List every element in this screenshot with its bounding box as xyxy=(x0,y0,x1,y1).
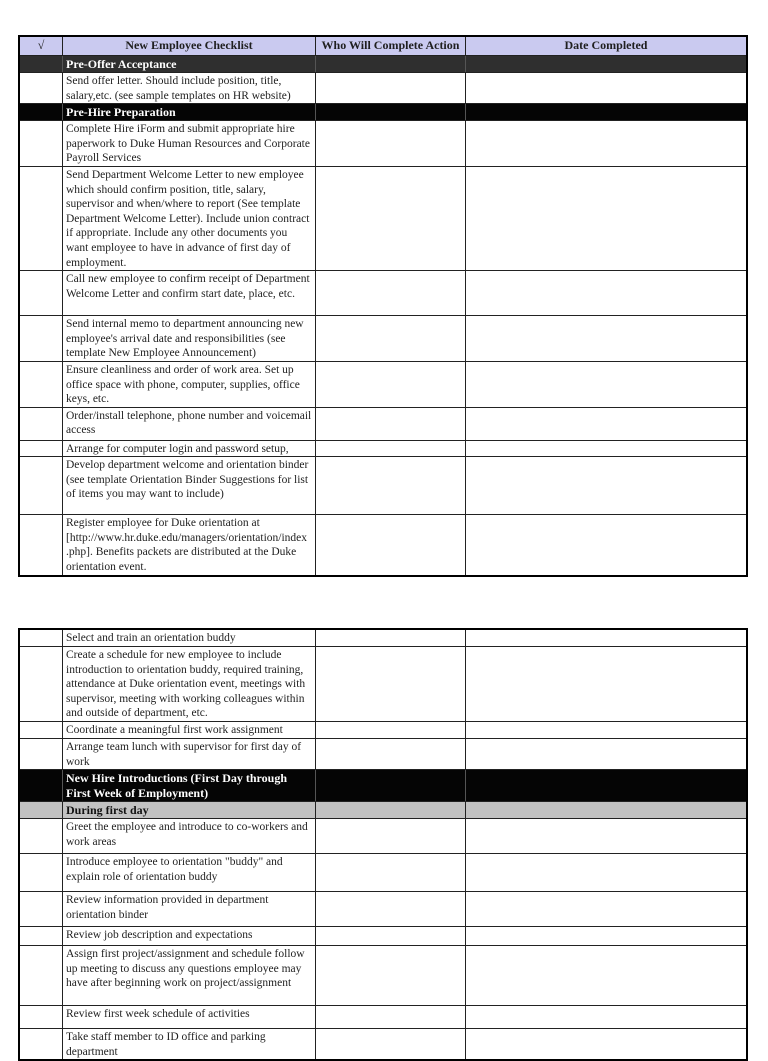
who-will-complete-cell xyxy=(315,316,465,361)
checkbox-cell xyxy=(20,362,62,407)
checkbox-cell xyxy=(20,630,62,646)
date-completed-cell xyxy=(465,630,746,646)
task-text: Call new employee to confirm receipt of Department Welcome Letter and confirm start date, place, etc. xyxy=(62,271,315,315)
task-row xyxy=(20,514,746,574)
task-text: Assign first project/assignment and schedule follow up meeting to discuss any questions employee may have after beginning work on project/assignment xyxy=(62,946,315,1005)
checkbox-cell xyxy=(20,457,62,514)
section-header-row xyxy=(20,769,746,801)
task-row xyxy=(20,738,746,769)
table-header-row xyxy=(20,37,746,55)
section-check-cell xyxy=(20,802,62,818)
task-row xyxy=(20,120,746,166)
task-text: Ensure cleanliness and order of work area. Set up office space with phone, computer, supplies, office keys, etc. xyxy=(62,362,315,407)
date-completed-cell xyxy=(465,167,746,270)
task-row xyxy=(20,853,746,891)
task-text: Greet the employee and introduce to co-workers and work areas xyxy=(62,819,315,853)
date-completed-cell xyxy=(465,1029,746,1059)
who-will-complete-cell xyxy=(315,892,465,926)
header-who-column: Who Will Complete Action xyxy=(315,37,465,55)
task-row xyxy=(20,1005,746,1028)
checkbox-cell xyxy=(20,408,62,440)
task-text: Arrange for computer login and password setup, xyxy=(62,441,315,457)
who-will-complete-cell xyxy=(315,770,465,801)
who-will-complete-cell xyxy=(315,271,465,315)
section-check-cell xyxy=(20,770,62,801)
task-row xyxy=(20,456,746,514)
task-row xyxy=(20,407,746,440)
who-will-complete-cell xyxy=(315,1006,465,1028)
task-row xyxy=(20,315,746,361)
date-completed-cell xyxy=(465,722,746,738)
date-completed-cell xyxy=(465,927,746,945)
task-text: Register employee for Duke orientation at [http://www.hr.duke.edu/managers/orientation/index .php]. Benefits packets are distributed at the Duke orientation event. xyxy=(62,515,315,574)
task-text: Create a schedule for new employee to include introduction to orientation buddy, required training, attendance at Duke orientation event, meetings with supervisor, meeting with working colleagues within and outside of department, etc. xyxy=(62,647,315,721)
checkbox-cell xyxy=(20,515,62,574)
date-completed-cell xyxy=(465,647,746,721)
date-completed-cell xyxy=(465,819,746,853)
date-completed-cell xyxy=(465,362,746,407)
task-row xyxy=(20,891,746,926)
checklist-table-top xyxy=(18,35,748,577)
date-completed-cell xyxy=(465,1006,746,1028)
task-row xyxy=(20,1028,746,1059)
who-will-complete-cell xyxy=(315,121,465,166)
task-row xyxy=(20,721,746,738)
section-title: During first day xyxy=(62,802,315,818)
date-completed-cell xyxy=(465,515,746,574)
task-row xyxy=(20,361,746,407)
section-header-row xyxy=(20,801,746,818)
task-text: Introduce employee to orientation "buddy" and explain role of orientation buddy xyxy=(62,854,315,891)
checklist-table-bottom xyxy=(18,628,748,1061)
who-will-complete-cell xyxy=(315,362,465,407)
who-will-complete-cell xyxy=(315,104,465,120)
header-check-column: √ xyxy=(37,38,45,52)
checkbox-cell xyxy=(20,854,62,891)
date-completed-cell xyxy=(465,457,746,514)
header-date-column: Date Completed xyxy=(465,37,746,55)
checkbox-cell xyxy=(20,316,62,361)
checkbox-cell xyxy=(20,819,62,853)
task-row xyxy=(20,72,746,103)
date-completed-cell xyxy=(465,408,746,440)
date-completed-cell xyxy=(465,73,746,103)
date-completed-cell xyxy=(465,441,746,457)
task-text: Complete Hire iForm and submit appropriate hire paperwork to Duke Human Resources and Corporate Payroll Services xyxy=(62,121,315,166)
header-task-column: New Employee Checklist xyxy=(62,37,315,55)
task-row xyxy=(20,646,746,721)
section-header-row xyxy=(20,103,746,120)
who-will-complete-cell xyxy=(315,515,465,574)
date-completed-cell xyxy=(465,316,746,361)
task-text: Select and train an orientation buddy xyxy=(62,630,315,646)
checkbox-cell xyxy=(20,1006,62,1028)
task-row xyxy=(20,166,746,270)
who-will-complete-cell xyxy=(315,167,465,270)
date-completed-cell xyxy=(465,946,746,1005)
task-text: Review information provided in department orientation binder xyxy=(62,892,315,926)
date-completed-cell xyxy=(465,271,746,315)
task-text: Review job description and expectations xyxy=(62,927,315,945)
task-text: Take staff member to ID office and parking department xyxy=(62,1029,315,1059)
section-check-cell xyxy=(20,56,62,72)
checkbox-cell xyxy=(20,1029,62,1059)
who-will-complete-cell xyxy=(315,927,465,945)
date-completed-cell xyxy=(465,121,746,166)
who-will-complete-cell xyxy=(315,946,465,1005)
checkbox-cell xyxy=(20,73,62,103)
task-text: Coordinate a meaningful first work assignment xyxy=(62,722,315,738)
checkbox-cell xyxy=(20,927,62,945)
who-will-complete-cell xyxy=(315,408,465,440)
who-will-complete-cell xyxy=(315,819,465,853)
who-will-complete-cell xyxy=(315,1029,465,1059)
who-will-complete-cell xyxy=(315,457,465,514)
checkbox-cell xyxy=(20,722,62,738)
task-text: Develop department welcome and orientation binder (see template Orientation Binder Suggestions for list of items you may want to include) xyxy=(62,457,315,514)
checkbox-cell xyxy=(20,892,62,926)
date-completed-cell xyxy=(465,739,746,769)
task-text: Arrange team lunch with supervisor for first day of work xyxy=(62,739,315,769)
task-row xyxy=(20,926,746,945)
who-will-complete-cell xyxy=(315,56,465,72)
task-text: Order/install telephone, phone number and voicemail access xyxy=(62,408,315,440)
checkbox-cell xyxy=(20,647,62,721)
section-title: New Hire Introductions (First Day through First Week of Employment) xyxy=(62,770,315,801)
task-text: Send internal memo to department announcing new employee's arrival date and responsibilities (see template New Employee Announcement) xyxy=(62,316,315,361)
task-text: Send offer letter. Should include position, title, salary,etc. (see sample templates on HR website) xyxy=(62,73,315,103)
date-completed-cell xyxy=(465,802,746,818)
date-completed-cell xyxy=(465,770,746,801)
task-row xyxy=(20,818,746,853)
who-will-complete-cell xyxy=(315,739,465,769)
task-row xyxy=(20,630,746,646)
task-text: Review first week schedule of activities xyxy=(62,1006,315,1028)
checkbox-cell xyxy=(20,121,62,166)
who-will-complete-cell xyxy=(315,722,465,738)
task-text: Send Department Welcome Letter to new employee which should confirm position, title, salary, supervisor and when/where to report (See template Department Welcome Letter). Include union contract if appropriate. Include any other documents you want employee to have in advance of first day of employment. xyxy=(62,167,315,270)
task-row xyxy=(20,440,746,457)
date-completed-cell xyxy=(465,892,746,926)
date-completed-cell xyxy=(465,104,746,120)
task-row xyxy=(20,945,746,1005)
section-title: Pre-Offer Acceptance xyxy=(62,56,315,72)
task-row xyxy=(20,270,746,315)
who-will-complete-cell xyxy=(315,854,465,891)
who-will-complete-cell xyxy=(315,630,465,646)
section-check-cell xyxy=(20,104,62,120)
who-will-complete-cell xyxy=(315,73,465,103)
date-completed-cell xyxy=(465,854,746,891)
checkbox-cell xyxy=(20,946,62,1005)
checkbox-cell xyxy=(20,739,62,769)
date-completed-cell xyxy=(465,56,746,72)
checkbox-cell xyxy=(20,167,62,270)
who-will-complete-cell xyxy=(315,802,465,818)
section-header-row xyxy=(20,55,746,72)
checkbox-cell xyxy=(20,441,62,457)
checkbox-cell xyxy=(20,271,62,315)
section-title: Pre-Hire Preparation xyxy=(62,104,315,120)
who-will-complete-cell xyxy=(315,647,465,721)
who-will-complete-cell xyxy=(315,441,465,457)
